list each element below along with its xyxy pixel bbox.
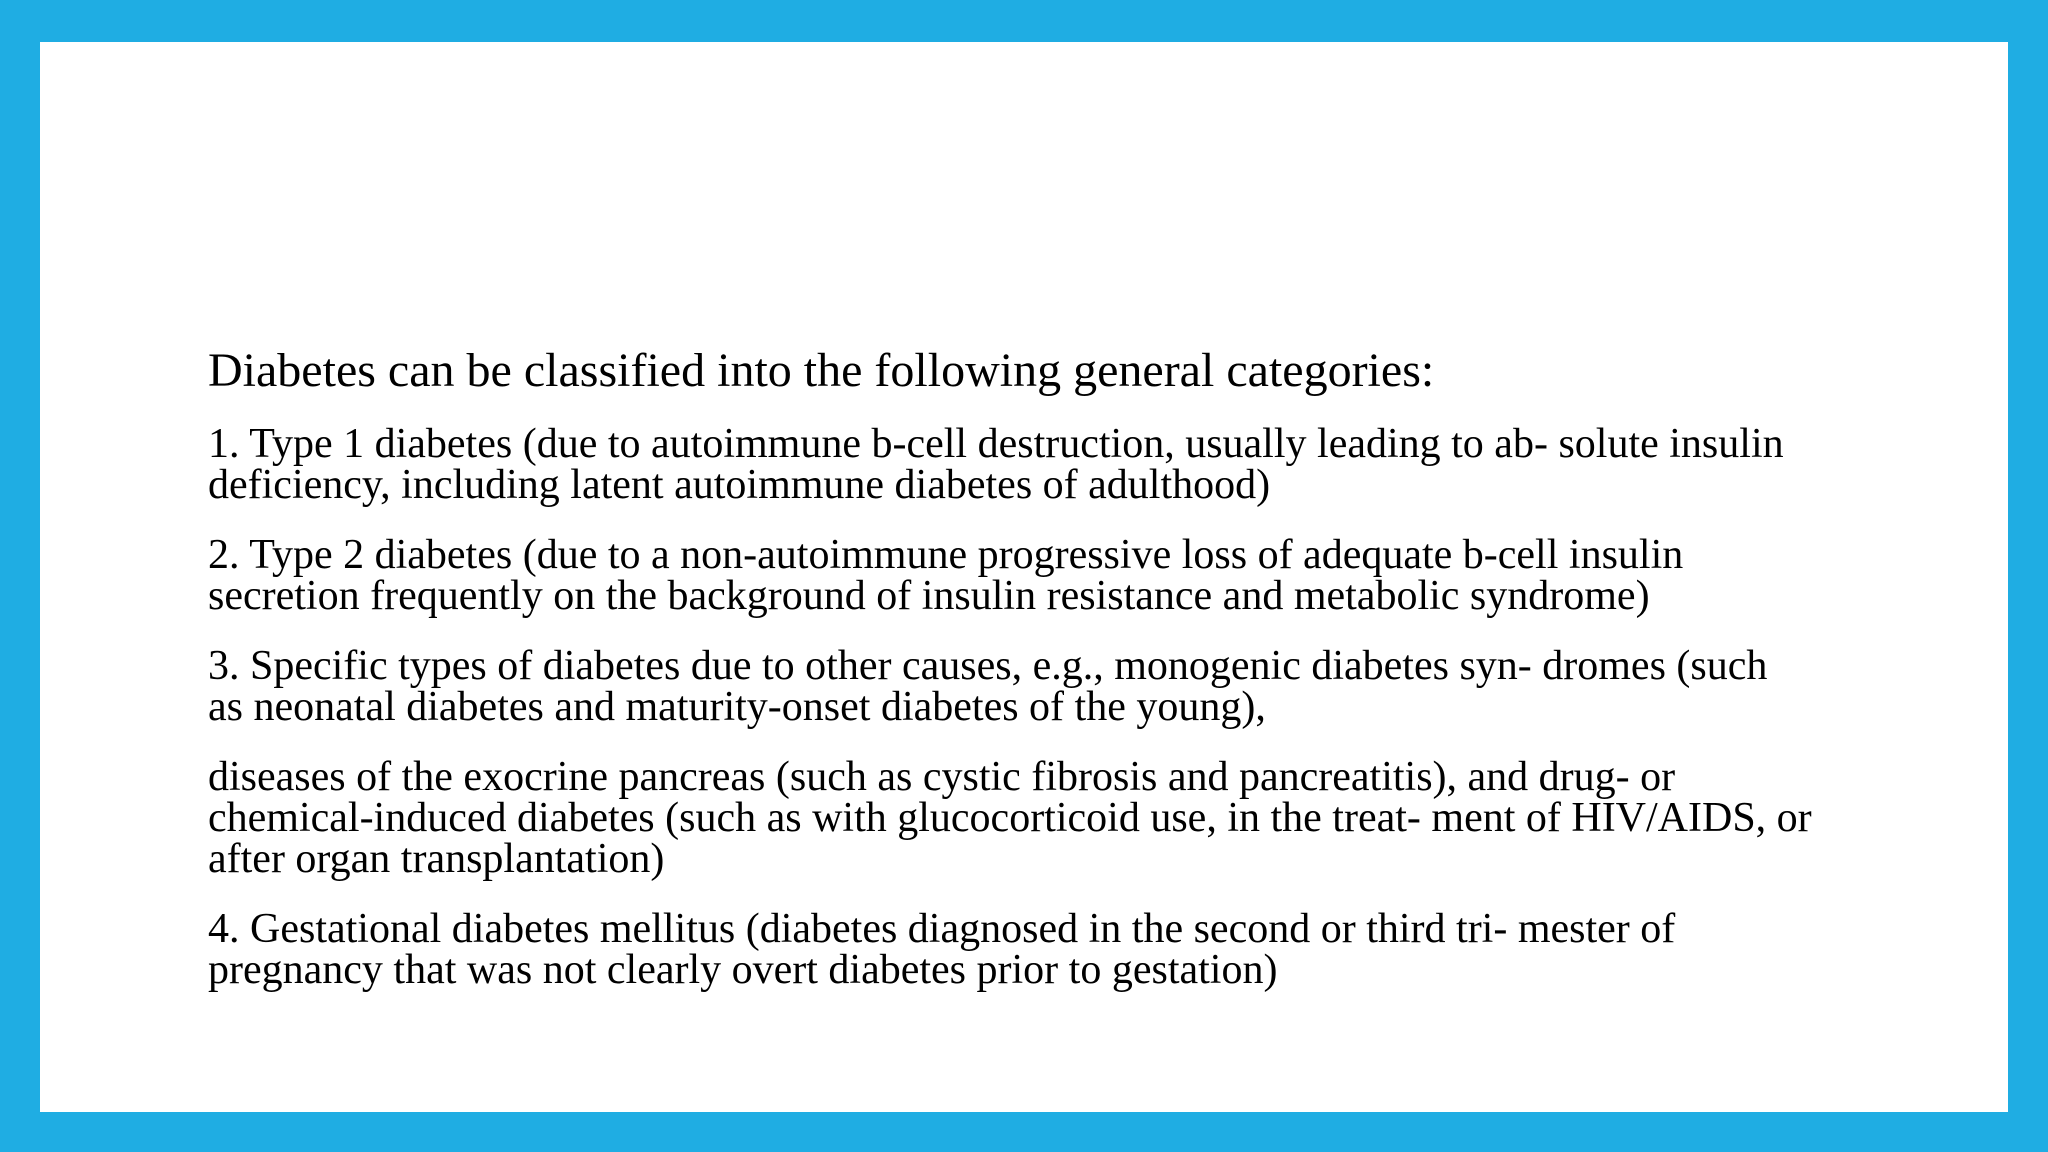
paragraph-line: 3. Specific types of diabetes due to other causes, e.g., monogenic diabetes syn- dromes (such <box>208 642 1768 689</box>
paragraph-line: chemical-induced diabetes (such as with glucocorticoid use, in the treat- ment of HIV/AIDS, or <box>208 794 1812 841</box>
paragraph-line: deficiency, including latent autoimmune diabetes of adulthood) <box>208 461 1271 508</box>
paragraph-line: 4. Gestational diabetes mellitus (diabetes diagnosed in the second or third tri- mester of <box>208 905 1676 952</box>
paragraph-line: pregnancy that was not clearly overt diabetes prior to gestation) <box>208 946 1278 993</box>
slide-body <box>208 342 1898 1020</box>
category-gestational <box>208 905 1898 993</box>
category-specific-types <box>208 642 1898 730</box>
slide-canvas <box>40 42 2008 1112</box>
slide-heading: Diabetes can be classified into the following general categories: <box>208 344 1435 397</box>
paragraph-line: 1. Type 1 diabetes (due to autoimmune b-cell destruction, usually leading to ab- solute insulin <box>208 420 1784 467</box>
category-type-2 <box>208 531 1898 619</box>
paragraph-line: diseases of the exocrine pancreas (such as cystic fibrosis and pancreatitis), and drug- or <box>208 753 1676 800</box>
paragraph-line: after organ transplantation) <box>208 835 665 882</box>
category-type-1 <box>208 420 1898 508</box>
paragraph-line: secretion frequently on the background of insulin resistance and metabolic syndrome) <box>208 572 1650 619</box>
paragraph-line: 2. Type 2 diabetes (due to a non-autoimmune progressive loss of adequate b-cell insulin <box>208 531 1684 578</box>
category-specific-types-continued <box>208 753 1898 882</box>
paragraph-line: as neonatal diabetes and maturity-onset diabetes of the young), <box>208 683 1266 730</box>
